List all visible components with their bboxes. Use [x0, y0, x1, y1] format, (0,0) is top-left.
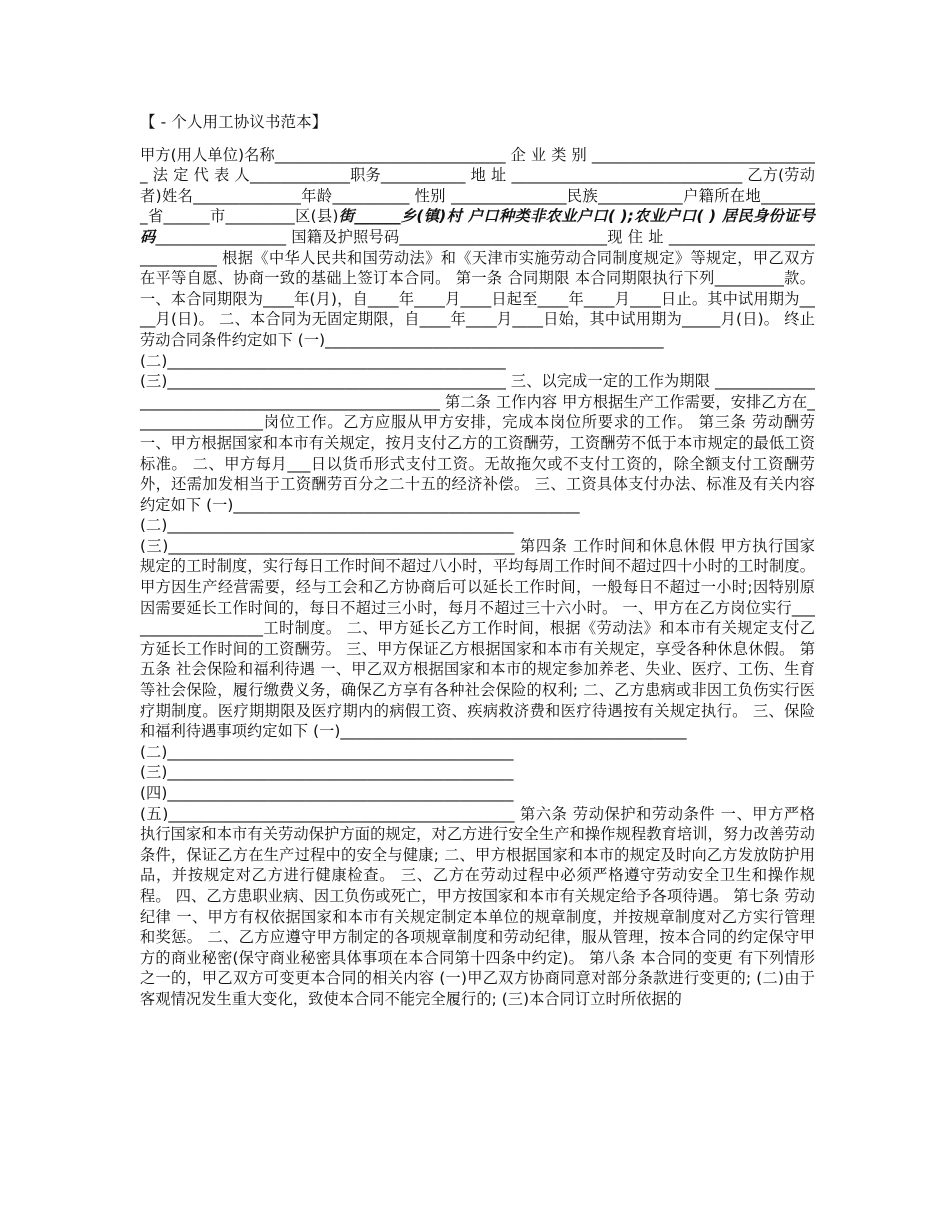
body-segment-1: 甲方(用人单位)名称______________________________ 企 业 类 别 ______________________________ 法 定 代 表 人_____________职务___________ 地 址 ______________________________ 乙方(劳动者)姓名______________年龄__________ 性别 _______________民族___________户籍所在地________省______市_________区(县) — [140, 145, 815, 226]
contract-body — [140, 145, 815, 1010]
body-segment-3: _________________ 国籍及护照号码___________________________现 住 址 _____________________________ 根据《中华人民共和国劳动法》和《天津市实施劳动合同制度规定》等规定，甲乙双方在平等自愿、协商一致的基础上签订本合同。 第一条 合同期限 本合同期限执行下列_________款。 一、本合同期限为____年(月)，自____年____月____日起至____年____月____日止。其中试用期为____月(日)。 二、本合同为无固定期限，自____年____月____日始，其中试用期为_____月(日)。 终止劳动合同条件约定如下 (一)____________________________________________ (二)____________________________________________ (三)____________________________________________ 三、以完成一定的工作为期限 ____________________________________________________ 第二条 工作内容 甲方根据生产工作需要，安排乙方在_________________岗位工作。乙方应服从甲方安排，完成本岗位所要求的工作。 第三条 劳动酬劳 一、甲方根据国家和本市有关规定，按月支付乙方的工资酬劳，工资酬劳不低于本市规定的最低工资标准。 二、甲方每月___日以货币形式支付工资。无故拖欠或不支付工资的，除全额支付工资酬劳外，还需加发相当于工资酬劳百分之二十五的经济补偿。 三、工资具体支付办法、标准及有关内容约定如下 (一)_____________________________________________ (二)_____________________________________________ (三)_____________________________________________ 第四条 工作时间和休息休假 甲方执行国家规定的工时制度，实行每日工作时间不超过八小时，平均每周工作时间不超过四十小时的工时制度。甲方因生产经营需要，经与工会和乙方协商后可以延长工作时间，一般每日不超过一小时;因特别原因需要延长工作时间的，每日不超过三小时，每月不超过三十六小时。 一、甲方在乙方岗位实行___________________工时制度。 二、甲方延长乙方工作时间，根据《劳动法》和本市有关规定支付乙方延长工作时间的工资酬劳。 三、甲方保证乙方根据国家和本市有关规定，享受各种休息休假。 第五条 社会保险和福利待遇 一、甲乙双方根据国家和本市的规定参加养老、失业、医疗、工伤、生育等社会保险，履行缴费义务，确保乙方享有各种社会保险的权利; 二、乙方患病或非因工负伤实行医疗期制度。医疗期期限及医疗期内的病假工资、疾病救济费和医疗待遇按有关规定执行。 三、保险和福利待遇事项约定如下 (一)_____________________________________________ (二)_____________________________________________ (三)_____________________________________________ (四)_____________________________________________ (五)_____________________________________________ 第六条 劳动保护和劳动条件 一、甲方严格执行国家和本市有关劳动保护方面的规定，对乙方进行安全生产和操作规程教育培训，努力改善劳动条件，保证乙方在生产过程中的安全与健康; 二、甲方根据国家和本市的规定及时向乙方发放防护用品，并按规定对乙方进行健康检查。 三、乙方在劳动过程中必须严格遵守劳动安全卫生和操作规程。 四、乙方患职业病、因工负伤或死亡，甲方按国家和本市有关规定给予各项待遇。 第七条 劳动纪律 一、甲方有权依据国家和本市有关规定制定本单位的规章制度，并按规章制度对乙方实行管理和奖惩。 二、乙方应遵守甲方制定的各项规章制度和劳动纪律，服从管理，按本合同的约定保守甲方的商业秘密(保守商业秘密具体事项在本合同第十四条中约定)。 第八条 本合同的变更 有下列情形之一的，甲乙双方可变更本合同的相关内容 (一)甲乙双方协商同意对部分条款进行变更的; (二)由于客观情况发生重大变化，致使本合同不能完全履行的; (三)本合同订立时所依据的 — [140, 227, 816, 1008]
body-segment-2-emphasis: 街______乡(镇)村 户口种类非农业户口( );农业户口( ) 居民身份证号码 — [140, 207, 815, 246]
document-page — [140, 112, 815, 1010]
document-title: 【 - 个人用工协议书范本】 — [140, 113, 328, 131]
